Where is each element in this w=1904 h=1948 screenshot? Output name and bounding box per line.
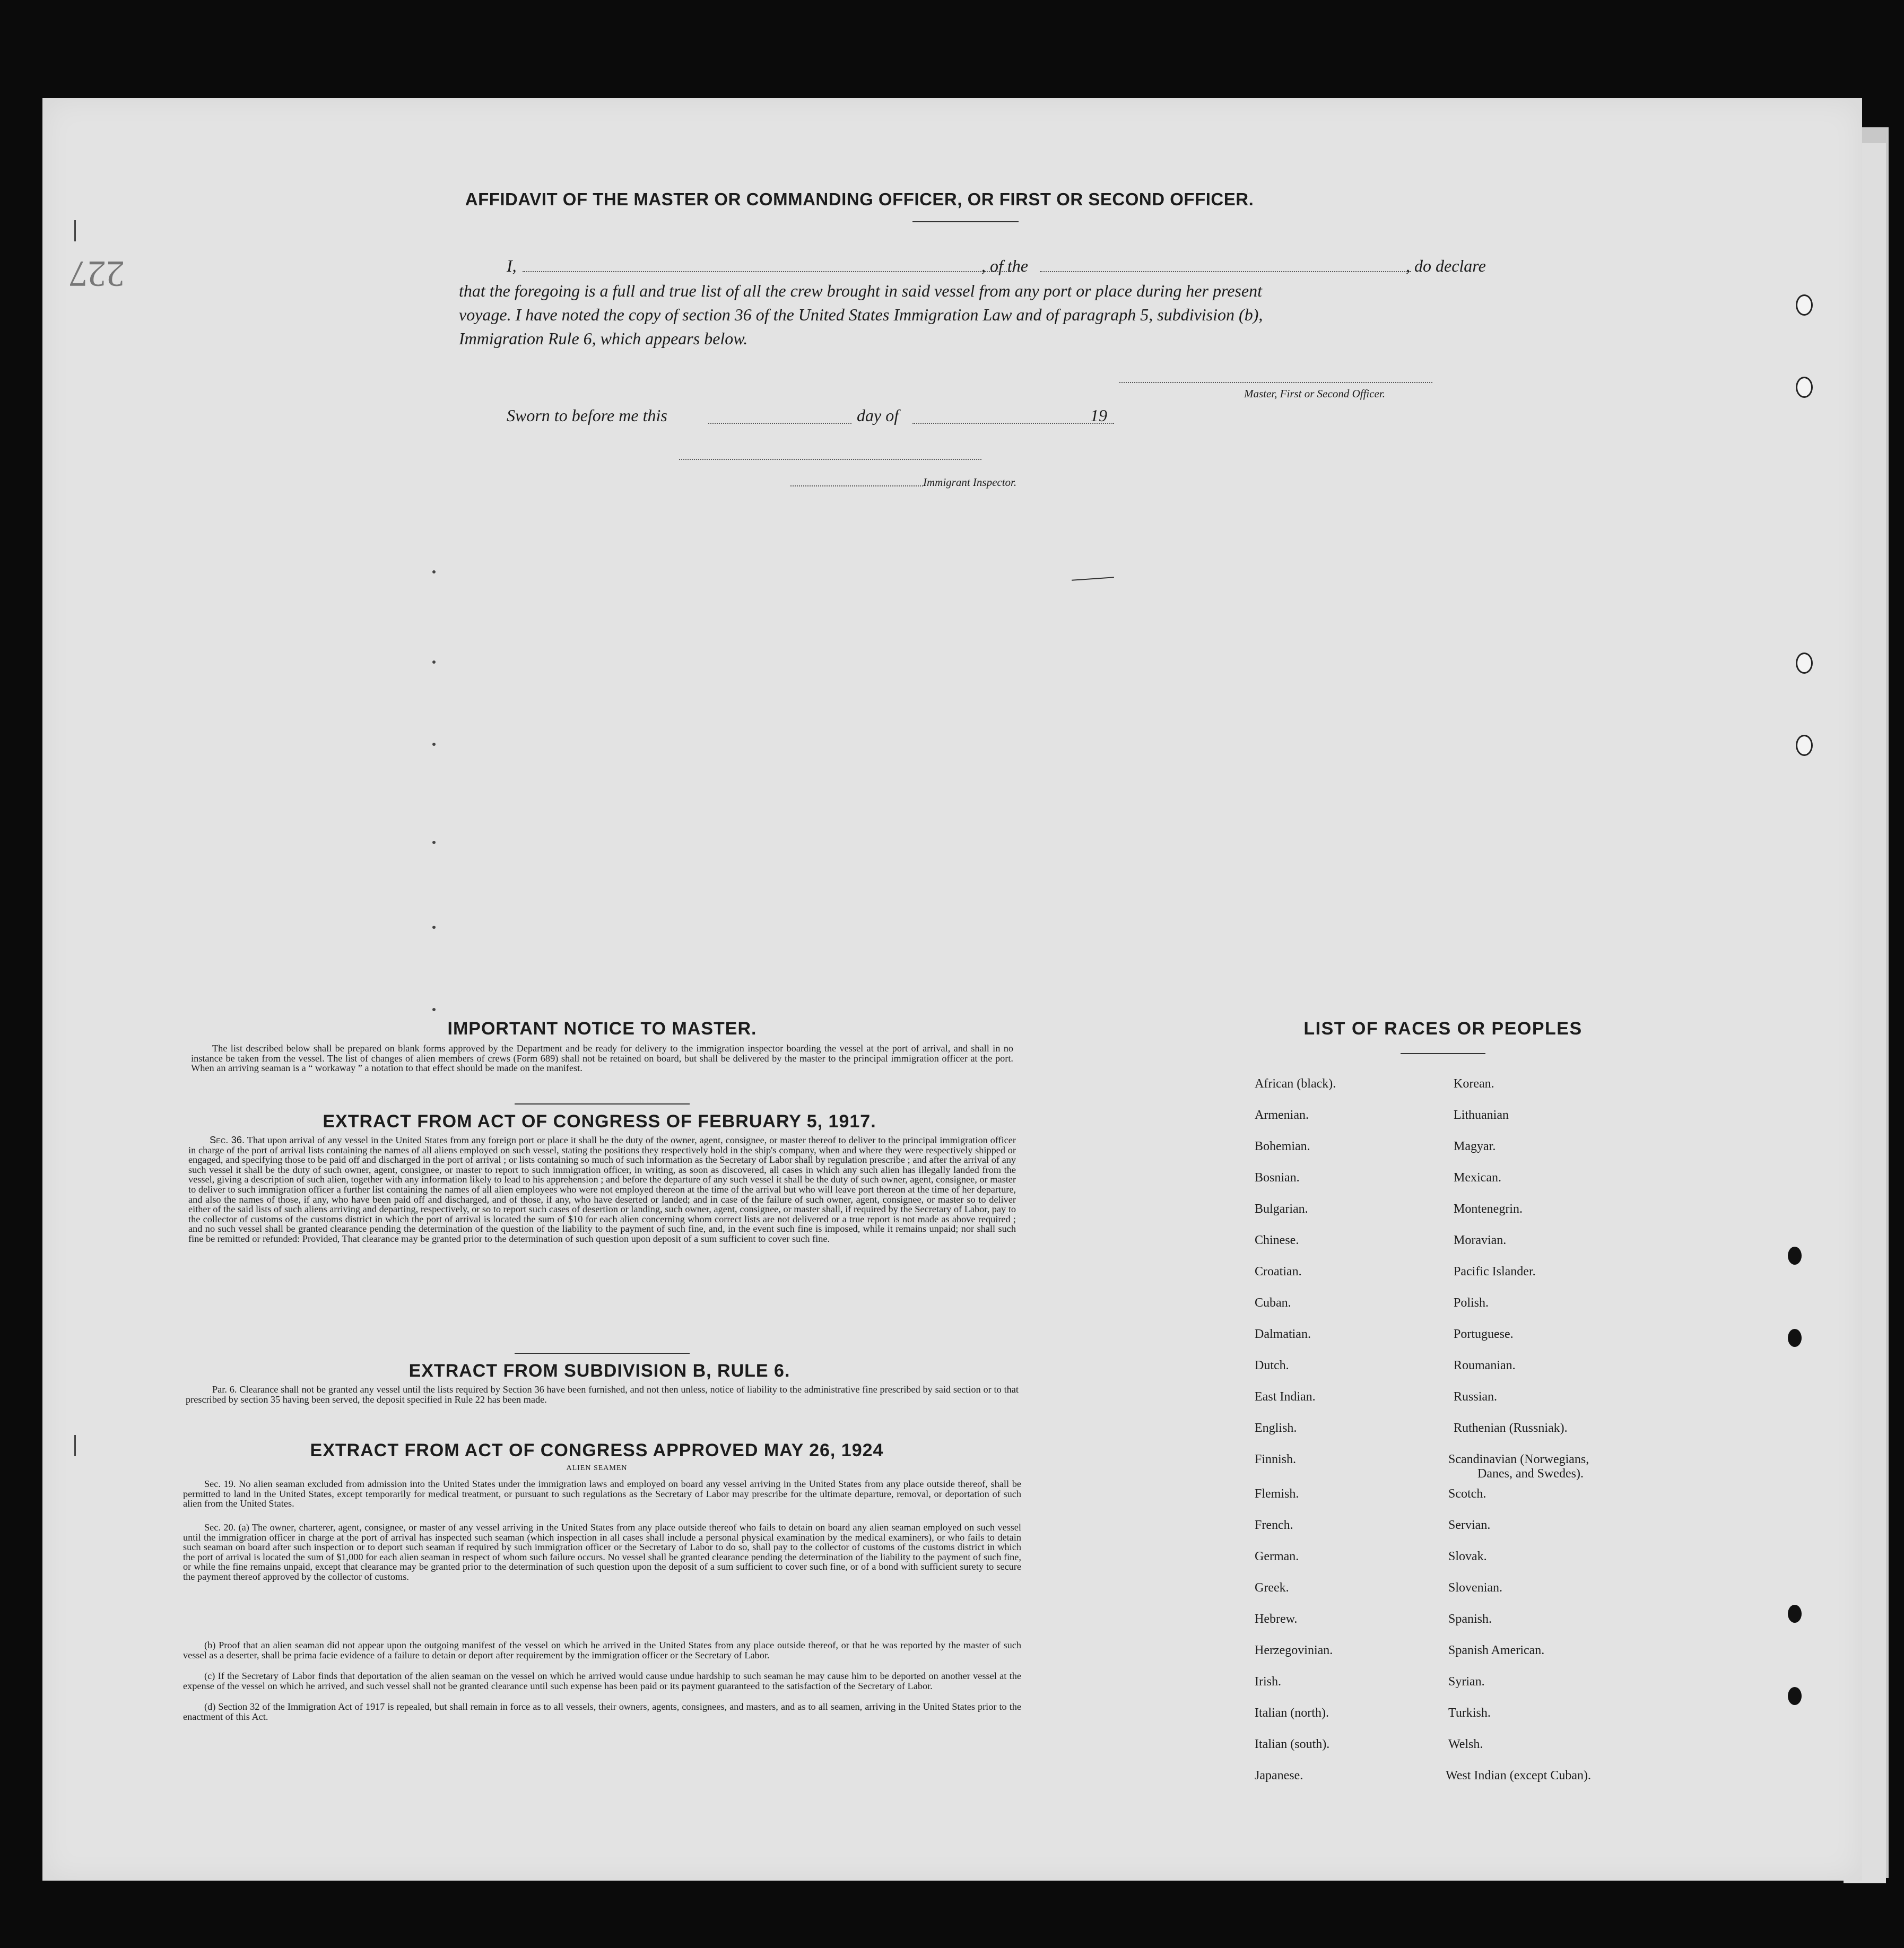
race-item: Japanese. bbox=[1255, 1769, 1303, 1782]
race-item: Spanish American. bbox=[1448, 1643, 1545, 1657]
sworn-month-blank[interactable] bbox=[912, 423, 1114, 424]
race-item: German. bbox=[1255, 1550, 1299, 1563]
margin-mark bbox=[74, 1435, 76, 1456]
notice-divider bbox=[515, 1103, 690, 1105]
form-page bbox=[42, 98, 1862, 1881]
affidavit-title: AFFIDAVIT OF THE MASTER OR COMMANDING OFFICER, OR FIRST OR SECOND OFFICER. bbox=[465, 189, 1254, 209]
race-item: Flemish. bbox=[1255, 1487, 1299, 1501]
race-item: Slovenian. bbox=[1448, 1581, 1502, 1595]
race-item: Russian. bbox=[1454, 1390, 1498, 1404]
race-item: Cuban. bbox=[1255, 1296, 1291, 1310]
section-36-label: Sec. 36. bbox=[210, 1134, 245, 1145]
inspector-label: Immigrant Inspector. bbox=[923, 476, 1017, 489]
race-item: Bohemian. bbox=[1255, 1140, 1310, 1153]
binder-hole bbox=[1788, 1687, 1802, 1705]
inspector-dotted-lead bbox=[790, 485, 923, 486]
extract-1917-divider bbox=[515, 1353, 690, 1354]
extract-1924-title: EXTRACT FROM ACT OF CONGRESS APPROVED MAY 26, 1924 bbox=[310, 1440, 884, 1460]
race-item: Ruthenian (Russniak). bbox=[1454, 1421, 1568, 1435]
race-item: Croatian. bbox=[1255, 1265, 1302, 1279]
binder-hole bbox=[1796, 294, 1813, 316]
races-title: LIST OF RACES OR PEOPLES bbox=[1303, 1019, 1583, 1039]
affidavit-line-4: Immigration Rule 6, which appears below. bbox=[459, 329, 748, 348]
affidavit-line-2: that the foregoing is a full and true list of all the crew brought in said vessel from any port or place during her present bbox=[459, 281, 1262, 300]
section-36-body: That upon arrival of any vessel in the United States from any foreign port or place it shall be the duty of the owner, agent, consignee, or master thereof to deliver to the principal immigration officer in charge of the port of arrival lists containing the names of all aliens employed on such vessel, stating the positions they respectively hold in the ship's company, when and where they were respectively shipped or engaged, and specifying those to be paid off and discharged in the port of arrival ; or lists containing so much of such information as the Secretary of Labor shall by regulation prescribe ; and after the arrival of any such vessel it shall be the duty of such owner, agent, consignee, or master to report to such immigration officer, in writing, as soon as discovered, all cases in which any such alien has illegally landed from the vessel, giving a description of such alien, together with any information likely to lead to his apprehension ; and before the departure of any such vessel it shall be the duty of such owner, agent, consignee, or master to deliver to such immigration officer a further list containing the names of all alien employees who were not employed thereon at the time of the arrival but who will leave port thereon at the time of her departure, and also the names of those, if any, who have been paid off and discharged, and of those, if any, who have deserted or landed; and in case of the failure of such owner, agent, consignee, or master so to deliver either of the said lists of such aliens arriving and departing, respectively, or so to report such cases of desertion or landing, such owner, agent, consignee, or master shall, if required by the Secretary of Labor, pay to the collector of customs of the customs district in which the port of arrival is located the sum of $10 for each alien concerning whom correct lists are not delivered or a true report is not made as above required ; and no such vessel shall be granted clearance pending the determination of the question of the liability to the payment of such fine, and, in the event such fine is imposed, while it remains unpaid; nor shall such fine be remitted or refunded: Provided, That clearance may be granted prior to the determination of such question upon deposit of a sum sufficient to cover such fine. bbox=[188, 1135, 1016, 1244]
bleed-mark bbox=[432, 660, 436, 664]
race-item: East Indian. bbox=[1255, 1390, 1316, 1404]
race-item: Servian. bbox=[1448, 1518, 1491, 1532]
race-item: Mexican. bbox=[1454, 1171, 1501, 1185]
race-item: Chinese. bbox=[1255, 1233, 1299, 1247]
race-item: Magyar. bbox=[1454, 1140, 1496, 1153]
alien-seamen-subtitle: ALIEN SEAMEN bbox=[566, 1464, 628, 1472]
race-item: English. bbox=[1255, 1421, 1297, 1435]
section-19-text: Sec. 19. No alien seaman excluded from admission into the United States under the immigration laws and employed on board any vessel arriving in the United States from any place outside thereof, shall be permitted to land in the United States, except temporarily for medical treatment, or pursuant to such regulations as the Secretary of Labor may prescribe for the ultimate departure, removal, or deportation of such alien from the United States. bbox=[183, 1479, 1021, 1509]
affidavit-declare-label: , do declare bbox=[1406, 256, 1486, 275]
race-item: Lithuanian bbox=[1454, 1108, 1509, 1122]
race-item: Greek. bbox=[1255, 1581, 1289, 1595]
sworn-label: Sworn to before me this bbox=[507, 406, 667, 425]
race-item: Welsh. bbox=[1448, 1737, 1483, 1751]
notice-text: The list described below shall be prepared on blank forms approved by the Department and be ready for delivery to the immigration inspector boarding the vessel at the port of arrival, and shall in no instance be taken from the vessel. The list of changes of alien members of crews (Form 689) shall not be retained on board, but shall be delivered by the master to the principal immigration officer at the port. When an arriving seaman is a “ workaway ” a notation to that effect should be made on the manifest. bbox=[191, 1043, 1013, 1074]
inspector-signature-blank[interactable] bbox=[679, 459, 981, 460]
race-item: Scotch. bbox=[1448, 1487, 1486, 1501]
race-item: Italian (north). bbox=[1255, 1706, 1329, 1720]
master-name-blank[interactable] bbox=[523, 271, 1013, 272]
bleed-mark bbox=[432, 841, 436, 844]
bleed-mark bbox=[432, 1008, 436, 1011]
extract-1917-text bbox=[188, 1135, 1016, 1244]
margin-mark bbox=[74, 220, 76, 241]
extract-1917-title: EXTRACT FROM ACT OF CONGRESS OF FEBRUARY 5, 1917. bbox=[323, 1111, 876, 1132]
race-item: Moravian. bbox=[1454, 1233, 1507, 1247]
race-item: Bulgarian. bbox=[1255, 1202, 1308, 1216]
races-divider bbox=[1401, 1053, 1485, 1054]
binder-hole bbox=[1788, 1329, 1802, 1347]
race-item: Danes, and Swedes). bbox=[1477, 1467, 1584, 1481]
bleed-mark bbox=[432, 743, 436, 746]
affidavit-i-label: I, bbox=[507, 256, 517, 275]
race-item: French. bbox=[1255, 1518, 1293, 1532]
bleed-mark bbox=[432, 570, 436, 573]
section-20a-text: Sec. 20. (a) The owner, charterer, agent, consignee, or master of any vessel arriving in the United States from any place outside thereof who fails to detain on board any alien seaman employed on such vessel until the immigration officer in charge at the port of arrival has inspected such seaman (which inspection in all cases shall include a personal physical examination by the medical examiners), or who fails to detain such seaman on board after such inspection or to deport such seaman if required by such immigration officer or the Secretary of Labor to do so, shall pay to the collector of customs of the customs district in which the port of arrival is located the sum of $1,000 for each alien seaman in respect of whom such failure occurs. No vessel shall be granted clearance pending the determination of the liability to the payment of such fine, or while the fine remains unpaid, except that clearance may be granted prior to the determination of such question upon the deposit of a sum sufficient to cover such fine, or of a bond with sufficient surety to secure the payment thereof approved by the collector of customs. bbox=[183, 1522, 1021, 1582]
race-item: African (black). bbox=[1255, 1077, 1336, 1091]
section-20b-text: (b) Proof that an alien seaman did not appear upon the outgoing manifest of the vessel on which he arrived in the United States from any place outside thereof, or that he was reported by the master of such vessel as a deserter, shall be prima facie evidence of a failure to detain or deport after requirement by the immigration officer or the Secretary of Labor. bbox=[183, 1640, 1021, 1660]
race-item: Dutch. bbox=[1255, 1359, 1289, 1372]
title-divider bbox=[912, 221, 1019, 222]
subdivision-title: EXTRACT FROM SUBDIVISION B, RULE 6. bbox=[408, 1361, 790, 1381]
master-signature-label: Master, First or Second Officer. bbox=[1244, 387, 1385, 400]
master-signature-blank[interactable] bbox=[1119, 382, 1432, 383]
race-item: Armenian. bbox=[1255, 1108, 1309, 1122]
sworn-day-blank[interactable] bbox=[708, 423, 851, 424]
affidavit-line-3: voyage. I have noted the copy of section 36 of the United States Immigration Law and of paragraph 5, subdivision (b), bbox=[459, 305, 1263, 324]
race-item: Finnish. bbox=[1255, 1453, 1297, 1466]
race-item: Scandinavian (Norwegians, bbox=[1448, 1453, 1589, 1466]
bleed-mark bbox=[432, 926, 436, 929]
race-item: Portuguese. bbox=[1454, 1327, 1514, 1341]
race-item: West Indian (except Cuban). bbox=[1446, 1769, 1591, 1782]
race-item: Pacific Islander. bbox=[1454, 1265, 1536, 1279]
page-number-stamp: 227 bbox=[69, 253, 125, 294]
race-item: Hebrew. bbox=[1255, 1612, 1298, 1626]
race-item: Turkish. bbox=[1448, 1706, 1491, 1720]
binder-hole bbox=[1788, 1605, 1802, 1623]
pen-mark bbox=[1072, 577, 1114, 581]
affidavit-of-the-label: , of the bbox=[981, 256, 1028, 275]
subdivision-text: Par. 6. Clearance shall not be granted any vessel until the lists required by Section 36 have been furnished, and not then unless, notice of liability to the administrative fine prescribed by said section or to that prescribed by section 35 having been served, the deposit specified in Rule 22 has been made. bbox=[186, 1384, 1019, 1405]
race-item: Irish. bbox=[1255, 1675, 1281, 1689]
race-item: Montenegrin. bbox=[1454, 1202, 1523, 1216]
binder-hole bbox=[1788, 1247, 1802, 1265]
race-item: Roumanian. bbox=[1454, 1359, 1516, 1372]
race-item: Polish. bbox=[1454, 1296, 1489, 1310]
binder-hole bbox=[1796, 653, 1813, 674]
section-20c-text: (c) If the Secretary of Labor finds that deportation of the alien seaman on the vessel on which he arrived would cause undue hardship to such seaman he may cause him to be deported on another vessel at the expense of the vessel on which he arrived, and such vessel shall not be granted clearance until such expense has been paid or its payment guaranteed to the satisfaction of the Secretary of Labor. bbox=[183, 1671, 1021, 1691]
race-item: Slovak. bbox=[1448, 1550, 1487, 1563]
binder-hole bbox=[1796, 735, 1813, 756]
race-item: Korean. bbox=[1454, 1077, 1494, 1091]
race-item: Syrian. bbox=[1448, 1675, 1485, 1689]
notice-title: IMPORTANT NOTICE TO MASTER. bbox=[447, 1019, 757, 1039]
binder-hole bbox=[1796, 377, 1813, 398]
year-prefix: 19 bbox=[1090, 406, 1107, 425]
section-20d-text: (d) Section 32 of the Immigration Act of 1917 is repealed, but shall remain in force as to all vessels, their owners, agents, consignees, and masters, and as to all seamen, arriving in the United States prior to the enactment of this Act. bbox=[183, 1701, 1021, 1722]
race-item: Herzegovinian. bbox=[1255, 1643, 1333, 1657]
race-item: Spanish. bbox=[1448, 1612, 1492, 1626]
day-of-label: day of bbox=[857, 406, 899, 425]
race-item: Italian (south). bbox=[1255, 1737, 1330, 1751]
race-item: Dalmatian. bbox=[1255, 1327, 1311, 1341]
vessel-name-blank[interactable] bbox=[1040, 271, 1411, 272]
race-item: Bosnian. bbox=[1255, 1171, 1300, 1185]
